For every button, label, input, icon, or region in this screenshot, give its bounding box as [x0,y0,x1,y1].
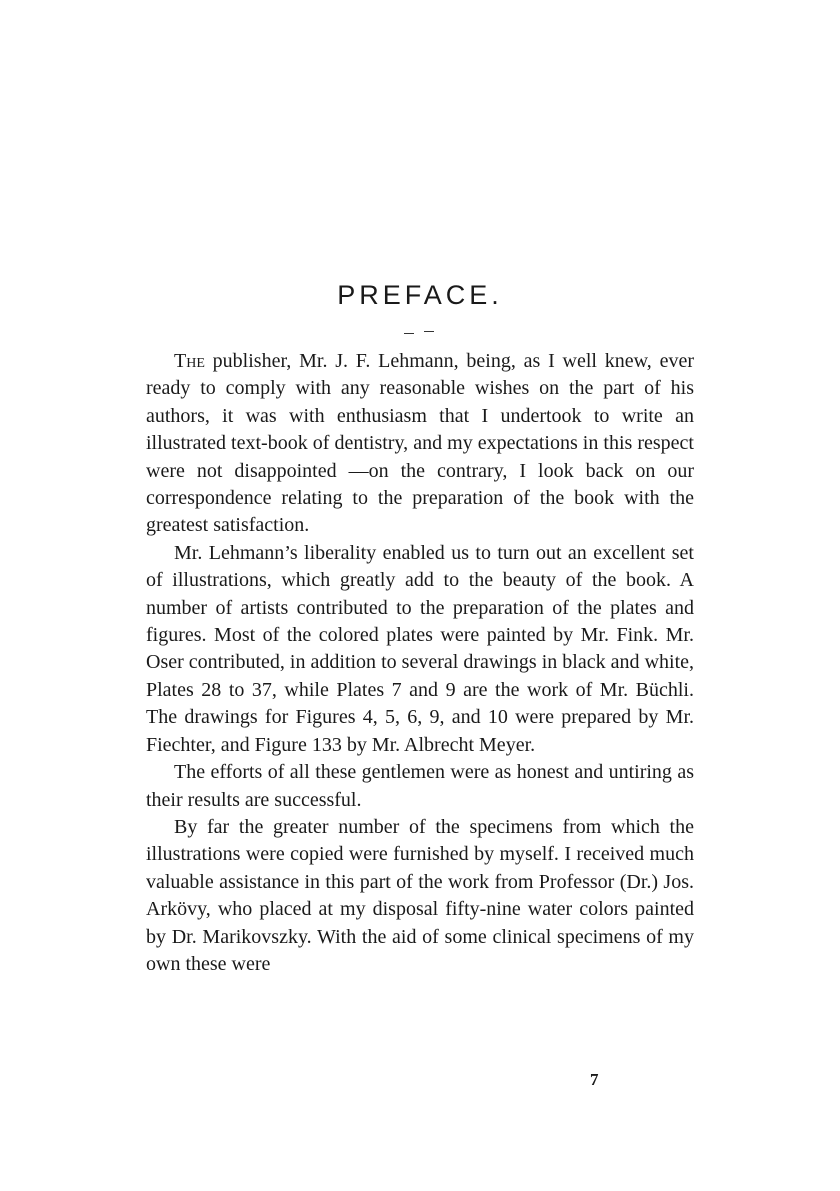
title-ornament-rule [404,330,436,338]
page-number: 7 [590,1070,599,1089]
paragraph-4: By far the greater number of the specimens from which the illustrations were copied were furnished by myself. I received much valuable assistance in this part of the work from Professor (Dr.) Jos. Arkövy, who placed at my disposal fifty-nine water colors painted by Dr. Marikovszky. With the aid of some clinical specimens of my own these were [146,815,694,975]
paragraph-1 [146,348,694,540]
page-title: PREFACE. [337,280,503,310]
preface-body [146,348,694,978]
paragraph-1-text: publisher, Mr. J. F. Lehmann, being, as I well knew, ever ready to comply with any reasonable wishes on the part of his authors, it was with enthusiasm that I undertook to write an illustrated text-book of dentistry, and my expectations in this respect were not disappointed —on the contrary, I look back on our correspondence relating to the preparation of the book with the greatest satisfaction. [146,350,694,537]
paragraph-1-lead: The [174,350,205,372]
paragraph-3: The efforts of all these gentlemen were as honest and untiring as their results are successful. [146,761,694,811]
paragraph-2: Mr. Lehmann’s liberality enabled us to turn out an excellent set of illustrations, which greatly add to the beauty of the book. A number of artists contributed to the preparation of the plates and figures. Most of the colored plates were painted by Mr. Fink. Mr. Oser contributed, in addition to several drawings in black and white, Plates 28 to 37, while Plates 7 and 9 are the work of Mr. Büchli. The drawings for Figures 4, 5, 6, 9, and 10 were prepared by Mr. Fiechter, and Figure 133 by Mr. Albrecht Meyer. [146,541,694,756]
